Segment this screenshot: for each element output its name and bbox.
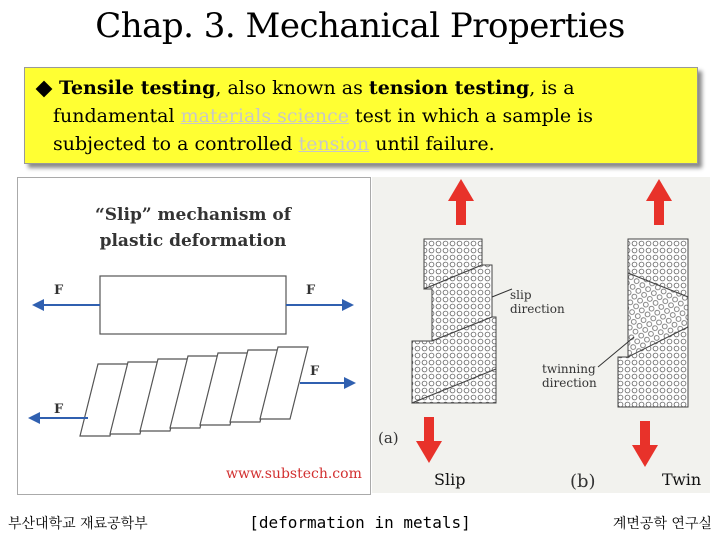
figure-heading-line2: plastic deformation bbox=[99, 231, 287, 251]
footer-lab: 계면공학 연구실 bbox=[612, 516, 712, 532]
slip-direction-label2: direction bbox=[510, 302, 565, 316]
force-label-left: F bbox=[54, 283, 64, 298]
definition-box bbox=[24, 67, 698, 164]
force-label-lower-left: F bbox=[54, 402, 64, 417]
definition-text bbox=[33, 74, 689, 158]
right-force-arrowhead bbox=[342, 299, 354, 311]
figure-heading-line1: “Slip” mechanism of bbox=[94, 205, 292, 225]
panel-a-label: (a) bbox=[378, 429, 399, 447]
force-label-lower-right: F bbox=[310, 364, 320, 379]
slip-down-arrow bbox=[424, 417, 434, 443]
slip-mechanism-diagram bbox=[18, 178, 370, 494]
tension-link[interactable]: tension bbox=[298, 133, 370, 155]
definition-line-2 bbox=[33, 102, 689, 130]
source-watermark: www.substech.com bbox=[226, 466, 362, 482]
caption-twin: Twin bbox=[662, 470, 702, 489]
lower-right-force-arrowhead bbox=[344, 377, 356, 389]
force-label-right: F bbox=[306, 283, 316, 298]
definition-fragment: fundamental bbox=[53, 105, 181, 127]
twin-down-arrow bbox=[640, 421, 650, 447]
caption-slip: Slip bbox=[434, 470, 466, 489]
definition-fragment: , is a bbox=[529, 77, 575, 99]
undeformed-specimen bbox=[100, 276, 286, 334]
slip-twin-diagram bbox=[372, 177, 710, 493]
definition-fragment: , also known as bbox=[215, 77, 369, 99]
definition-line-3 bbox=[33, 130, 689, 158]
twin-up-arrow bbox=[654, 199, 664, 225]
slip-up-arrow bbox=[456, 199, 466, 225]
footer-topic: [deformation in metals] bbox=[249, 513, 471, 532]
definition-fragment: subjected to a controlled bbox=[53, 133, 299, 155]
term-tension-testing: tension testing bbox=[368, 77, 530, 99]
slip-twin-figure bbox=[372, 177, 710, 493]
diamond-bullet-icon bbox=[36, 81, 53, 98]
definition-fragment: until failure. bbox=[369, 133, 495, 155]
footer-institution: 부산대학교 재료공학부 bbox=[8, 516, 148, 532]
left-force-arrowhead bbox=[32, 299, 44, 311]
slip-mechanism-figure bbox=[17, 177, 371, 495]
page-title: Chap. 3. Mechanical Properties bbox=[95, 6, 625, 46]
definition-fragment: test in which a sample is bbox=[349, 105, 594, 127]
panel-b-label: (b) bbox=[570, 471, 596, 492]
materials-science-link[interactable]: materials science bbox=[180, 105, 349, 127]
term-tensile-testing: Tensile testing bbox=[59, 77, 216, 99]
slip-direction-label: slip bbox=[510, 288, 532, 302]
twinning-direction-label2: direction bbox=[542, 376, 597, 390]
slipped-specimen bbox=[80, 347, 308, 436]
lower-left-force-arrowhead bbox=[28, 412, 40, 424]
twin-crystal bbox=[618, 239, 688, 407]
twinning-direction-label: twinning bbox=[542, 362, 596, 376]
